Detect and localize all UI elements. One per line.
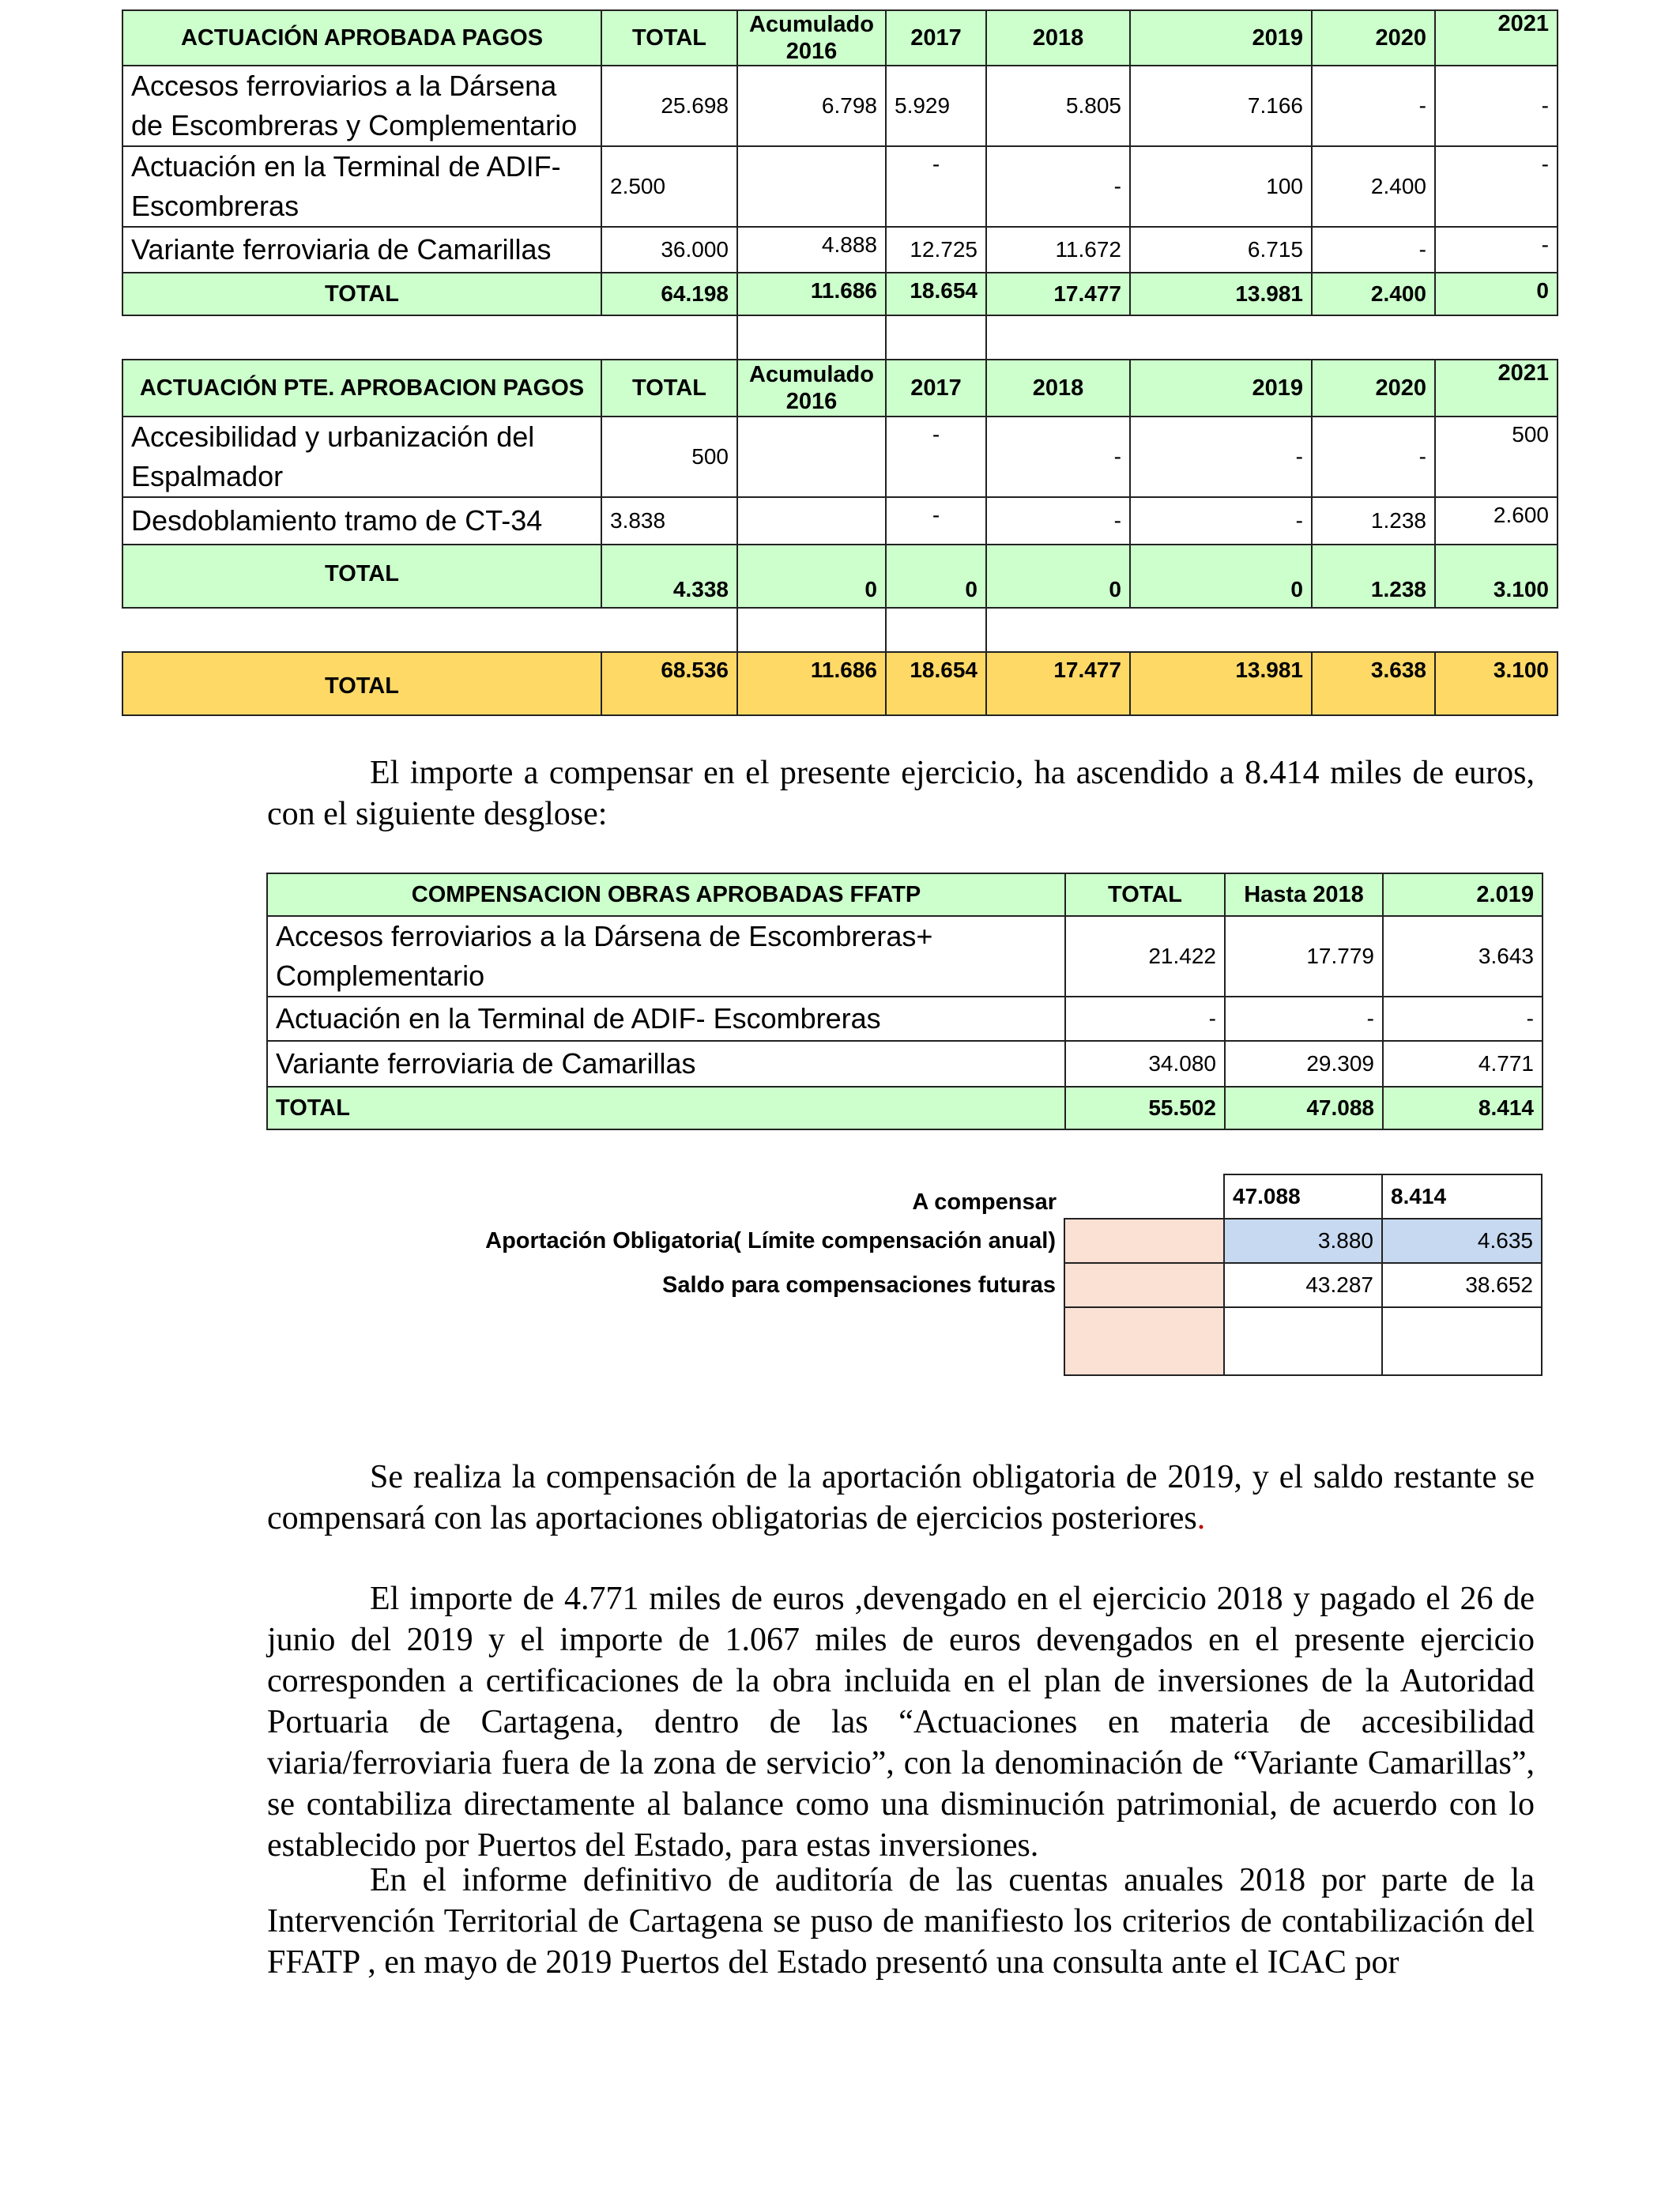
cell: 2.600: [1435, 497, 1558, 545]
empty-cell: [1224, 1307, 1382, 1375]
cell: 100: [1130, 146, 1312, 227]
paragraph-audit: [267, 1860, 1535, 1983]
table2-header-row: [122, 360, 1558, 417]
cell: 11.672: [986, 227, 1130, 273]
table2-header-acum: Acumulado 2016: [737, 360, 886, 417]
cell: [737, 146, 886, 227]
cell: 1.238: [1312, 497, 1435, 545]
table-row: [122, 417, 1558, 497]
cell: 4.888: [737, 227, 886, 273]
cell: -: [1435, 227, 1558, 273]
table-row: [267, 997, 1543, 1041]
cell: 3.100: [1435, 545, 1558, 608]
table3-header-2019: 2.019: [1383, 873, 1543, 916]
cell: 64.198: [601, 273, 737, 315]
cell: 2.400: [1312, 273, 1435, 315]
paragraph-text: El importe a compensar en el presente ejercicio, ha ascendido a 8.414 miles de euros, con el siguiente desglose:: [267, 755, 1535, 832]
compensation-summary-table: [266, 1174, 1543, 1376]
table2-header-2019: 2019: [1130, 360, 1312, 417]
table3-header-label: COMPENSACION OBRAS APROBADAS FFATP: [267, 873, 1065, 916]
paragraph-end-mark: .: [1196, 1500, 1206, 1536]
cell: 3.880: [1224, 1219, 1382, 1263]
table-row: [122, 227, 1558, 273]
table1-total-row: [122, 273, 1558, 315]
table3-header-row: [267, 873, 1543, 916]
empty-cell: [1064, 1263, 1224, 1307]
table2-header-total: TOTAL: [601, 360, 737, 417]
cell: 34.080: [1065, 1041, 1225, 1087]
table1-header-label: ACTUACIÓN APROBADA PAGOS: [122, 10, 601, 66]
row-label: Saldo para compensaciones futuras: [662, 1272, 1056, 1298]
table-row: [122, 66, 1558, 146]
table2-header-2018: 2018: [986, 360, 1130, 417]
cell: 2.500: [601, 146, 737, 227]
grand-total-row: [122, 652, 1558, 715]
cell: -: [1130, 497, 1312, 545]
table1-header-acum: Acumulado 2016: [737, 10, 886, 66]
cell: 0: [1435, 273, 1558, 315]
cell: 8.414: [1383, 1087, 1543, 1129]
table2-header-2020: 2020: [1312, 360, 1435, 417]
cell: 68.536: [601, 652, 737, 715]
cell: 38.652: [1382, 1263, 1542, 1307]
cell: 13.981: [1130, 273, 1312, 315]
cell: -: [886, 497, 986, 545]
table1-header-2017: 2017: [886, 10, 986, 66]
cell: 17.477: [986, 652, 1130, 715]
compensation-table: [266, 873, 1543, 1130]
row-label: Accesos ferroviarios a la Dársena de Escombreras y Complementario: [122, 66, 601, 146]
table1-header-2019: 2019: [1130, 10, 1312, 66]
cell: 3.643: [1383, 916, 1543, 997]
cell: 7.166: [1130, 66, 1312, 146]
cell: 0: [1130, 545, 1312, 608]
table-row: [266, 1307, 1542, 1375]
cell: 11.686: [737, 652, 886, 715]
table-row: [266, 1263, 1542, 1307]
cell: -: [1383, 997, 1543, 1041]
cell: 17.779: [1225, 916, 1383, 997]
table2-header-2021: 2021: [1435, 360, 1558, 417]
paragraph-text: El importe de 4.771 miles de euros ,devengado en el ejercicio 2018 y pagado el 26 de junio del 2019 y el importe de 1.067 miles de euros devengados en el presente ejercicio corresponden a certificaciones de la obra incluida en el plan de inversiones de la Autoridad Portuaria de Cartagena, dentro de las “Actuaciones en materia de accesibilidad viaria/ferroviaria fuera de la zona de servicio”, con la denominación de “Variante Camarillas”, se contabiliza directamente al balance como una disminución patrimonial, de acuerdo con lo establecido por Puertos del Estado, para estas inversiones.: [267, 1581, 1535, 1864]
investment-table: [122, 9, 1558, 716]
paragraph-text: En el informe definitivo de auditoría de las cuentas anuales 2018 por parte de la Intervención Territorial de Cartagena se puso de manifiesto los criterios de contabilización del FFATP , en mayo de 2019 Puertos del Estado presentó una consulta ante el ICAC por: [267, 1862, 1535, 1981]
cell: 29.309: [1225, 1041, 1383, 1087]
paragraph-camarillas: [267, 1578, 1535, 1866]
cell: 47.088: [1224, 1174, 1382, 1219]
cell: 47.088: [1225, 1087, 1383, 1129]
cell: 3.638: [1312, 652, 1435, 715]
table3-total-row: [267, 1087, 1543, 1129]
table1-header-2021: 2021: [1435, 10, 1558, 66]
table1-header-row: [122, 10, 1558, 66]
cell: -: [1435, 146, 1558, 227]
table2-total-row: [122, 545, 1558, 608]
total-label: TOTAL: [122, 652, 601, 715]
cell: 3.838: [601, 497, 737, 545]
cell: 1.238: [1312, 545, 1435, 608]
row-label: Accesos ferroviarios a la Dársena de Escombreras+ Complementario: [267, 916, 1065, 997]
cell: 5.929: [886, 66, 986, 146]
cell: 21.422: [1065, 916, 1225, 997]
table2-header-label: ACTUACIÓN PTE. APROBACION PAGOS: [122, 360, 601, 417]
cell: 11.686: [737, 273, 886, 315]
total-label: TOTAL: [122, 273, 601, 315]
cell: 3.100: [1435, 652, 1558, 715]
cell: [737, 497, 886, 545]
cell: 4.771: [1383, 1041, 1543, 1087]
cell: -: [1312, 66, 1435, 146]
cell: 0: [986, 545, 1130, 608]
cell: -: [886, 146, 986, 227]
cell: -: [886, 417, 986, 497]
cell: 55.502: [1065, 1087, 1225, 1129]
table2-header-2017: 2017: [886, 360, 986, 417]
cell: 8.414: [1382, 1174, 1542, 1219]
cell: [737, 417, 886, 497]
empty-cell: [1064, 1219, 1224, 1263]
cell: 4.635: [1382, 1219, 1542, 1263]
cell: -: [1312, 227, 1435, 273]
row-label: Desdoblamiento tramo de CT-34: [122, 497, 601, 545]
paragraph-intro: [267, 752, 1535, 835]
table-row: [122, 146, 1558, 227]
table-row: [266, 1219, 1542, 1263]
cell: -: [986, 146, 1130, 227]
row-label: Variante ferroviaria de Camarillas: [267, 1041, 1065, 1087]
row-label: Actuación en la Terminal de ADIF-Escombreras: [122, 146, 601, 227]
cell: 0: [886, 545, 986, 608]
row-label: Accesibilidad y urbanización del Espalmador: [122, 417, 601, 497]
table-row: [267, 1041, 1543, 1087]
cell: 25.698: [601, 66, 737, 146]
cell: 500: [601, 417, 737, 497]
cell: -: [1435, 66, 1558, 146]
empty-cell: [1064, 1307, 1224, 1375]
cell: -: [1130, 417, 1312, 497]
table1-header-total: TOTAL: [601, 10, 737, 66]
cell: 5.805: [986, 66, 1130, 146]
table3-header-hasta: Hasta 2018: [1225, 873, 1383, 916]
cell: 43.287: [1224, 1263, 1382, 1307]
cell: -: [986, 497, 1130, 545]
table3-header-total: TOTAL: [1065, 873, 1225, 916]
table1-header-2018: 2018: [986, 10, 1130, 66]
cell: 17.477: [986, 273, 1130, 315]
empty-cell: [1382, 1307, 1542, 1375]
cell: 13.981: [1130, 652, 1312, 715]
cell: -: [1065, 997, 1225, 1041]
cell: 12.725: [886, 227, 986, 273]
table-row: [266, 1174, 1542, 1219]
table1-header-2020: 2020: [1312, 10, 1435, 66]
total-label: TOTAL: [267, 1087, 1065, 1129]
cell: -: [1225, 997, 1383, 1041]
row-label: Actuación en la Terminal de ADIF- Escombreras: [267, 997, 1065, 1041]
row-label: Variante ferroviaria de Camarillas: [122, 227, 601, 273]
row-label: A compensar: [912, 1189, 1057, 1215]
cell: 36.000: [601, 227, 737, 273]
paragraph-text: Se realiza la compensación de la aportación obligatoria de 2019, y el saldo restante se compensará con las aportaciones obligatorias de ejercicios posteriores: [267, 1459, 1535, 1536]
cell: 6.798: [737, 66, 886, 146]
paragraph-compensation: [267, 1457, 1535, 1539]
cell: 18.654: [886, 273, 986, 315]
cell: 4.338: [601, 545, 737, 608]
cell: 6.715: [1130, 227, 1312, 273]
total-label: TOTAL: [122, 545, 601, 608]
table-row: [122, 497, 1558, 545]
cell: 500: [1435, 417, 1558, 497]
cell: 0: [737, 545, 886, 608]
cell: 18.654: [886, 652, 986, 715]
table-row: [267, 916, 1543, 997]
cell: 2.400: [1312, 146, 1435, 227]
cell: -: [1312, 417, 1435, 497]
row-label: Aportación Obligatoria( Límite compensación anual): [485, 1227, 1056, 1253]
cell: -: [986, 417, 1130, 497]
